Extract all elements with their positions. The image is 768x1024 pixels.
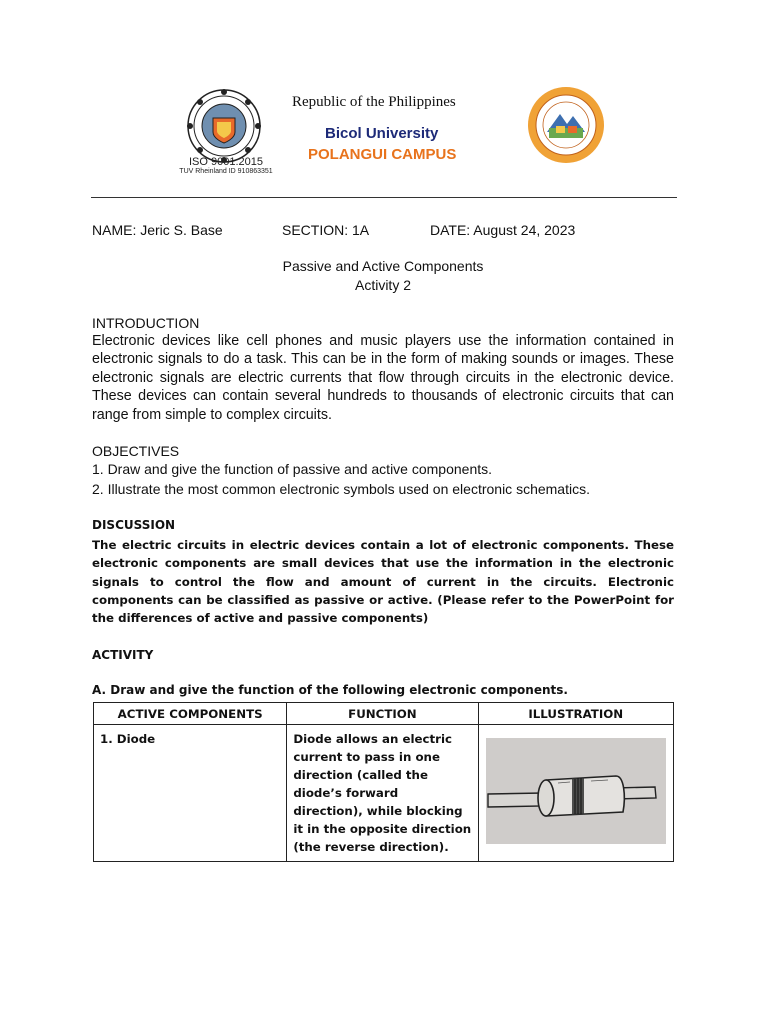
discussion-heading: DISCUSSION	[92, 518, 176, 532]
polangui-campus-seal-logo	[527, 86, 605, 164]
document-title: Passive and Active Components	[282, 258, 484, 274]
iso-number: ISO 9001:2015	[188, 156, 263, 168]
iso-certification	[174, 157, 278, 177]
introduction-text: Electronic devices like cell phones and music players use the information contained in electronic signals to do a task. This can be in the form of making sounds or images. These electronic signals are electric currents that flow through circuits in the electronic device. These devices can contain several hundreds to thousands of electronic circuits that can range from simple to complex circuits.	[92, 333, 674, 423]
iso-registrar: TUV Rheinland ID 910863351	[179, 168, 273, 175]
component-name-cell: 1. Diode	[94, 725, 287, 862]
activity-heading: ACTIVITY	[92, 648, 154, 662]
diode-drawing-image	[486, 738, 666, 844]
discussion-text: The electric circuits in electric devices contain a lot of electronic components. These electronic components are small devices that use the information in the electronic signals to control the flow and amount of current in the circuits. Electronic components can be classified as passive or active. (Please refer to the PowerPoint for the differences of active and passive components)	[92, 538, 674, 626]
objective-item-1: 1. Draw and give the function of passive and active components.	[92, 461, 493, 477]
bicol-university-seal-logo	[186, 88, 262, 164]
header-campus: POLANGUI CAMPUS	[308, 146, 457, 163]
components-table	[93, 702, 674, 862]
component-function-cell: Diode allows an electric current to pass in one direction (called the diode’s forward direction), while blocking it in the opposite direction (the reverse direction).	[287, 725, 478, 862]
table-header-illustration: ILLUSTRATION	[478, 703, 673, 725]
table-header-components: ACTIVE COMPONENTS	[94, 703, 287, 725]
activity-date: DATE: August 24, 2023	[430, 222, 576, 238]
table-row	[94, 725, 674, 862]
header-divider	[91, 197, 677, 198]
component-illustration-cell	[478, 725, 673, 862]
student-name: NAME: Jeric S. Base	[92, 222, 223, 238]
document-subtitle: Activity 2	[354, 277, 411, 293]
activity-task-a: A. Draw and give the function of the following electronic components.	[92, 683, 568, 697]
introduction-heading: INTRODUCTION	[92, 315, 200, 331]
header-university: Bicol University	[325, 125, 439, 142]
student-section: SECTION: 1A	[282, 222, 370, 238]
table-header-row	[94, 703, 674, 725]
header-republic: Republic of the Philippines	[292, 94, 456, 110]
objectives-heading: OBJECTIVES	[92, 443, 180, 459]
table-header-function: FUNCTION	[287, 703, 478, 725]
objective-item-2: 2. Illustrate the most common electronic symbols used on electronic schematics.	[92, 481, 590, 497]
